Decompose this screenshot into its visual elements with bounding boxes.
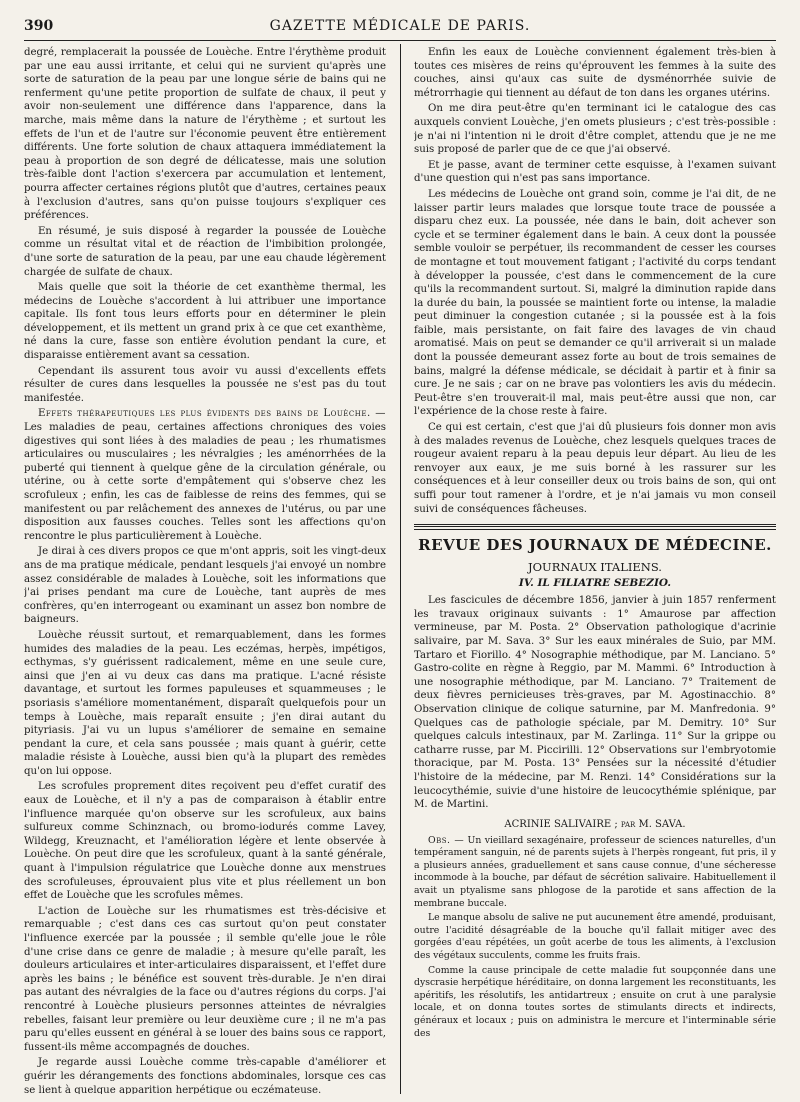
paragraph: Les médecins de Louèche ont grand soin, comme je l'ai dit, de ne laisser partir leurs malades que lorsque toute trace de poussée a disparu chez eux. La poussée, née dans le bain, doit achever son cycle et se terminer également dans le bain. A ceux dont la poussée semble vouloir se perpétuer, ils recommandent de cesser les courses de montagne et tout mouvement fatigant ; l'activité du corps tendant à développer la poussée, c'est dans le commencement de la cure qu'ils la recommandent surtout. Si, malgré la diminution rapide dans la durée du bain, la poussée se maintient forte ou intense, la maladie peut diminuer la congestion cutanée ; si la poussée est à la fois faible, mais persistante, on fait faire des lavages de vin chaud aromatisé. Mais on peut se demander ce qu'il arriverait si un malade dont la poussée demeurant assez forte au bout de trois semaines de bains, malgré la défense médicale, se décidait à partir et à finir sa cure. Je ne sais ; car on ne brave pas volontiers les avis du médecin. Peut-être s'en trouverait-il mal, mais peut-être aussi que non, car l'expérience de la chose reste à faire. xyxy=(414,188,776,418)
observation-paragraph xyxy=(414,835,776,911)
paragraph: Ce qui est certain, c'est que j'ai dû plusieurs fois donner mon avis à des malades revenus de Louèche, chez lesquels quelques traces de rougeur avaient reparu à la peau depuis leur départ. Au lieu de les renvoyer aux eaux, je me suis borné à les rassurer sur les conséquences et à leur conseiller deux ou trois bains de son, qui ont suffi pour tout ramener à l'ordre, et je n'ai jamais vu mon conseil suivi de conséquences fâcheuses. xyxy=(414,422,776,515)
paragraph: Mais quelle que soit la théorie de cet exanthème thermal, les médecins de Louèche s'accordent à lui attribuer une importance capitale. Ils font tous leurs efforts pour en déterminer le plein développement, et ils mettent un grand prix à ce que cet exanthème, né dans la cure, fasse son entière évolution pendant la cure, et disparaisse entièrement avant sa cessation. xyxy=(24,282,386,362)
paragraph: degré, remplacerait la poussée de Louèche. Entre l'érythème produit par une eau aussi irritante, et celui qui ne survient qu'après une sorte de saturation de la peau par une longue série de bains qui ne renferment qu'une petite proportion de sulfate de chaux, il peut y avoir non-seulement une différence dans l'apparence, dans la marche, mais même dans la nature de l'érythème ; et surtout les effets de l'un et de l'autre sur l'économie peuvent être entièrement différents. Une forte solution de chaux attaquera immédiatement la peau à proportion de son degré de délicatesse, mais une solution très-faible dont l'action s'exercera par accumulation et lentement, pourra affecter certaines régions plutôt que d'autres, certaines peaux à l'exclusion d'autres, sans qu'on puisse toujours s'expliquer ces préférences. xyxy=(24,47,386,222)
page-header xyxy=(24,18,776,41)
observation-label: Obs. — xyxy=(428,834,465,846)
paragraph: En résumé, je suis disposé à regarder la poussée de Louèche comme un résultat vital et de réaction de l'imbibition prolongée, d'une sorte de saturation de la peau, par une eau chaude légèrement chargée de sulfate de chaux. xyxy=(24,225,386,278)
review-title: REVUE DES JOURNAUX DE MÉDECINE. xyxy=(418,536,772,555)
paragraph: L'action de Louèche sur les rhumatismes est très-décisive et remarquable ; c'est dans ces cas surtout qu'on peut constater l'influence exercée par la poussée ; il semble qu'elle joue le rôle d'une crise dans ce genre de maladie ; à mesure qu'elle paraît, les douleurs articulaires et inter-articulaires disparaissent, et l'effet dure après les bains ; le bénéfice est souvent très-durable. Je n'en dirai pas autant des névralgies de la face ou d'autres régions du corps. J'ai rencontré à Louèche plusieurs personnes atteintes de névralgies rebelles, faisant leur première ou leur deuxième cure ; il ne m'a pas paru qu'elles eussent en général à se louer des bains sous ce rapport, fussent-ils même accompagnés de douches. xyxy=(24,905,386,1053)
left-column xyxy=(24,46,386,1094)
paragraph: Et je passe, avant de terminer cette esquisse, à l'examen suivant d'une question qui n'est pas sans importance. xyxy=(414,159,776,185)
section-paragraph xyxy=(24,407,386,543)
journal-name: IV. IL FILIATRE SEBEZIO. xyxy=(518,577,672,590)
right-column xyxy=(414,46,776,1094)
paragraph: Les fascicules de décembre 1856, janvier à juin 1857 renferment les travaux originaux suivants : 1° Amaurose par affection vermineuse, par M. Posta. 2° Observation pathologique d'acrinie salivaire, par M. Sava. 3° Sur les eaux minérales de Suio, par MM. Tartaro et Fiorillo. 4° Nosographie méthodique, par M. Lanciano. 5° Gastro-colite en règne à Reggio, par M. Mammi. 6° Introduction à une nosographie méthodique, par M. Lanciano. 7° Traitement de deux fièvres pernicieuses très-graves, par M. Agostinacchio. 8° Observation clinique de colique saturnine, par M. Manfredonia. 9° Quelques cas de pathologie spéciale, par M. Demitry. 10° Sur quelques calculs intestinaux, par M. Zarlinga. 11° Sur la grippe ou catharre russe, par M. Piccirilli. 12° Observations sur l'embryotomie thoracique, par M. Posta. 13° Pensées sur la nécessité d'étudier l'histoire de la médecine, par M. Renzi. 14° Considérations sur la leucocythémie, suivie d'une histoire de leucocythémie splénique, par M. de Martini. xyxy=(414,595,776,811)
paragraph: Louèche réussit surtout, et remarquablement, dans les formes humides des maladies de la peau. Les eczémas, herpès, impétigos, ecthymas, s'y guérissent radicalement, même en une seule cure, ainsi que j'en ai vu deux cas dans ma pratique. L'acné résiste davantage, et surtout les formes papuleuses et squammeuses ; le psoriasis s'améliore momentanément, disparaît quelquefois pour un temps à Louèche, mais reparaît ensuite ; j'en dirai autant du pityriasis. J'ai vu un lupus s'améliorer de semaine en semaine pendant la cure, et cela sans poussée ; mais quant à guérir, cette maladie résiste à Louèche, aussi bien qu'à la plupart des remèdes qu'on lui oppose. xyxy=(24,629,386,777)
section-heading: Effets thérapeutiques les plus évidents des bains de Louèche. — xyxy=(38,408,386,420)
paragraph: Cependant ils assurent tous avoir vu aussi d'excellents effets résulter de cures dans lesquelles la poussée ne s'est pas du tout manifestée. xyxy=(24,365,386,404)
section-separator xyxy=(414,524,776,530)
paragraph-text: Les maladies de peau, certaines affections chroniques des voies digestives qui sont liées à des maladies de peau ; les rhumatismes articulaires ou musculaires ; les névralgies ; les aménorrhées de la puberté qui tiennent à quelque gêne de la circulation générale, ou utérine, ou à cette sorte d'empâtement qui s'observe chez les scrofuleux ; enfin, les cas de faiblesse de reins des femmes, qui se manifestent ou par relâchement des annexes de l'utérus, ou par une disposition aux fausses couches. Telles sont les affections qu'on rencontre le plus particulièrement à Louèche. xyxy=(24,422,386,542)
review-subtitle: JOURNAUX ITALIENS. xyxy=(528,560,662,575)
paragraph-text: Un vieillard sexagénaire, professeur de sciences naturelles, d'un tempérament sanguin, né de parents sujets à l'herpès rongeant, fut pris, il y a plusieurs années, graduellement et sans cause connue, d'une sécheresse incommode à la bouche, par défaut de sécrétion salivaire. Habituellement il avait un ptyalisme sans phlogose de la parotide et sans affection de la membrane buccale. xyxy=(414,834,776,909)
paragraph: Enfin les eaux de Louèche conviennent également très-bien à toutes ces misères de reins qu'éprouvent les femmes à la suite des couches, ainsi qu'aux cas suite de dysménorrhée suivie de métrorrhagie qui tiennent au défaut de ton dans les organes utérins. xyxy=(414,47,776,99)
paragraph: Comme la cause principale de cette maladie fut soupçonnée dans une dyscrasie herpétique héréditaire, on donna largement les reconstituants, les apéritifs, les résolutifs, les antidartreux ; ensuite on crut à une paralysie locale, et on donna toutes sortes de stimulants directs et indirects, généraux et locaux ; puis on administra le mercure et l'interminable série des xyxy=(414,964,776,1039)
paragraph: Le manque absolu de salive ne put aucunement être amendé, produisant, outre l'acidité désagréable de la bouche qu'il fallait mitiger avec des gorgées d'eau répétées, un goût acerbe de tous les aliments, à l'exclusion des végétaux succulents, comme les fruits frais. xyxy=(414,912,776,962)
page-number: 390 xyxy=(24,18,54,34)
journal-title: GAZETTE MÉDICALE DE PARIS. xyxy=(269,18,531,34)
paragraph: Je dirai à ces divers propos ce que m'ont appris, soit les vingt-deux ans de ma pratique médicale, pendant lesquels j'ai envoyé un nombre assez considérable de malades à Louèche, soit les informations que j'ai prises pendant ma cure de Louèche, tant auprès de mes confrères, qu'en interrogeant ou examinant un assez bon nombre de baigneurs. xyxy=(24,546,386,626)
paragraph: Les scrofules proprement dites reçoivent peu d'effet curatif des eaux de Louèche, et il n'y a pas de comparaison à établir entre l'influence marquée qu'on observe sur les scrofuleux, aux bains sulfureux comme Schinznach, ou bromo-iodurés comme Lavey, Wildegg, Kreuznacht, et l'amélioration légère et lente observée à Louèche. On peut dire que les scrofuleux, quant à la santé générale, quant à l'impulsion régulatrice que Louèche donne aux menstrues des scrofuleuses, éprouvaient plus vite et plus réellement un bon effet de Louèche que les scrofules mêmes. xyxy=(24,781,386,902)
paragraph: Je regarde aussi Louèche comme très-capable d'améliorer et guérir les dérangements des fonctions abdominales, lorsque ces cas se lient à quelque apparition herpétique ou eczémateuse. xyxy=(24,1057,386,1094)
paragraph: On me dira peut-être qu'en terminant ici le catalogue des cas auxquels convient Louèche, j'en omets plusieurs ; c'est très-possible : je n'ai ni l'intention ni le droit d'être complet, attendu que je ne me suis proposé de parler que de ce que j'ai observé. xyxy=(414,103,776,156)
article-title: ACRINIE SALIVAIRE ; par M. SAVA. xyxy=(504,818,686,830)
column-divider xyxy=(400,44,401,1094)
